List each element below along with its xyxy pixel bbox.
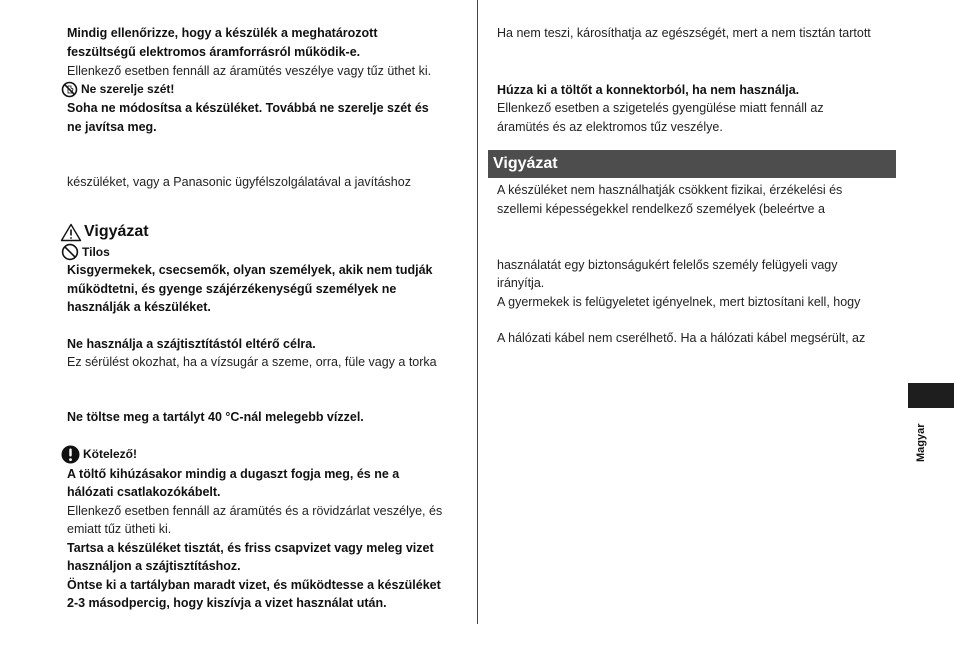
left-line: Ne töltse meg a tartályt 40 °C-nál melegebb vízzel. bbox=[67, 410, 364, 424]
left-line: 2-3 másodpercig, hogy kiszívja a vizet használat után. bbox=[67, 596, 387, 610]
prohibited-icon bbox=[61, 81, 78, 98]
left-line: Ellenkező esetben fennáll az áramütés veszélye vagy tűz üthet ki. bbox=[67, 64, 432, 78]
language-tab-marker bbox=[908, 383, 954, 408]
left-line: működtetni, és gyenge szájérzékenységű személyek ne bbox=[67, 282, 397, 296]
left-line: használják a készüléket. bbox=[67, 300, 211, 314]
left-line: Ellenkező esetben fennáll az áramütés és a rövidzárlat veszélye, és bbox=[67, 504, 443, 518]
right-line: áramütés és az elektromos tűz veszélye. bbox=[497, 120, 723, 134]
warning-triangle-icon bbox=[60, 223, 82, 242]
left-line: Ez sérülést okozhat, ha a vízsugár a szeme, orra, füle vagy a torka bbox=[67, 355, 437, 369]
right-line: Ha nem teszi, károsíthatja az egészségét, mert a nem tisztán tartott bbox=[497, 26, 871, 40]
left-line: Soha ne módosítsa a készüléket. Továbbá ne szerelje szét és bbox=[67, 101, 429, 115]
section-header-bar bbox=[488, 150, 896, 178]
mandatory-title: Kötelező! bbox=[83, 447, 137, 461]
left-line: Mindig ellenőrizze, hogy a készülék a meghatározott bbox=[67, 26, 378, 40]
right-line: Ellenkező esetben a szigetelés gyengülése miatt fennáll az bbox=[497, 101, 824, 115]
disassembly-label: Ne szerelje szét! bbox=[81, 82, 175, 96]
left-line: Tartsa a készüléket tisztát, és friss csapvizet vagy meleg vizet bbox=[67, 541, 434, 555]
left-line: ne javítsa meg. bbox=[67, 120, 157, 134]
right-line: A gyermekek is felügyeletet igényelnek, mert biztosítani kell, hogy bbox=[497, 295, 861, 309]
column-divider bbox=[477, 0, 478, 624]
exclamation-circle-icon bbox=[61, 445, 80, 464]
left-line: A töltő kihúzásakor mindig a dugaszt fogja meg, és ne a bbox=[67, 467, 400, 481]
prohibited-icon bbox=[61, 243, 79, 261]
left-line: készüléket, vagy a Panasonic ügyfélszolgálatával a javításhoz bbox=[67, 175, 411, 189]
left-line: Öntse ki a tartályban maradt vizet, és működtesse a készüléket bbox=[67, 578, 441, 592]
right-line: A készüléket nem használhatják csökkent fizikai, érzékelési és bbox=[497, 183, 843, 197]
right-line: A hálózati kábel nem cserélhető. Ha a hálózati kábel megsérült, az bbox=[497, 331, 866, 345]
section-title: Vigyázat bbox=[493, 155, 558, 172]
right-line: használatát egy biztonságukért felelős személy felügyeli vagy bbox=[497, 258, 838, 272]
caution-title: Vigyázat bbox=[84, 223, 149, 240]
disassembly-warning-heading bbox=[61, 80, 174, 98]
right-line: Húzza ki a töltőt a konnektorból, ha nem használja. bbox=[497, 83, 800, 97]
right-line: szellemi képességekkel rendelkező személyek (beleértve a bbox=[497, 202, 825, 216]
mandatory-heading bbox=[61, 444, 137, 464]
caution-heading bbox=[60, 222, 149, 242]
prohibited-title: Tilos bbox=[82, 245, 110, 259]
prohibited-heading bbox=[61, 243, 110, 261]
left-line: hálózati csatlakozókábelt. bbox=[67, 485, 221, 499]
left-line: emiatt tűz ütheti ki. bbox=[67, 522, 172, 536]
left-line: használjon a szájtisztításhoz. bbox=[67, 559, 241, 573]
language-label: Magyar bbox=[915, 423, 927, 462]
left-line: feszültségű elektromos áramforrásról működik-e. bbox=[67, 45, 361, 59]
left-line: Kisgyermekek, csecsemők, olyan személyek, akik nem tudják bbox=[67, 263, 433, 277]
right-line: irányítja. bbox=[497, 276, 545, 290]
left-line: Ne használja a szájtisztítástól eltérő célra. bbox=[67, 337, 316, 351]
